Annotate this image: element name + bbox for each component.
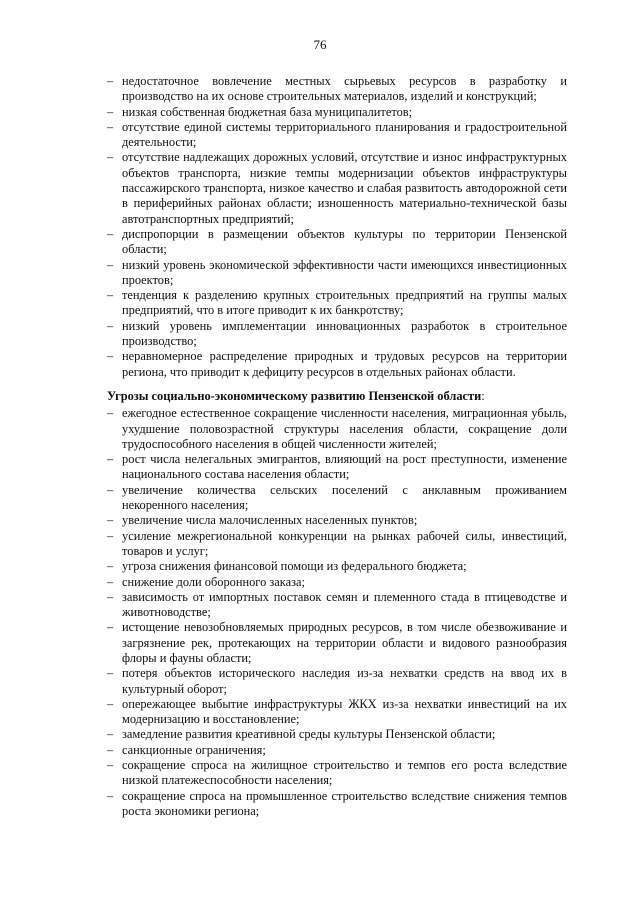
threats-heading-colon: : (481, 388, 485, 403)
list-bullet-dash: – (107, 104, 114, 119)
list-item-text: диспропорции в размещении объектов культуры по территории Пензенской области; (122, 226, 567, 257)
weaknesses-list (107, 74, 567, 380)
threat-item (107, 406, 567, 452)
list-item-text: отсутствие надлежащих дорожных условий, отсутствие и износ инфраструктурных объектов транспорта, низкие темпы модернизации объектов инфраструктуры пассажирского транспорта, низкое качество и слабая развитость автодорожной сети в периферийных районах области; изношенность материально-технической базы автотранспортных предприятий; (122, 150, 567, 226)
list-bullet-dash: – (107, 727, 114, 742)
threat-item (107, 697, 567, 728)
list-bullet-dash: – (107, 666, 114, 681)
list-bullet-dash: – (107, 758, 114, 773)
list-bullet-dash: – (107, 559, 114, 574)
list-item-text: сокращение спроса на жилищное строительство и темпов его роста вследствие низкой платежеспособности населения; (122, 758, 567, 788)
list-item-text: неравномерное распределение природных и трудовых ресурсов на территории региона, что приводит к дефициту ресурсов в отдельных районах области. (122, 349, 567, 379)
list-bullet-dash: – (107, 620, 114, 635)
weakness-item (107, 74, 567, 105)
list-bullet-dash: – (107, 742, 114, 757)
page-content (107, 74, 567, 819)
threat-item (107, 529, 567, 560)
weakness-item (107, 150, 567, 226)
weakness-item (107, 288, 567, 319)
list-bullet-dash: – (107, 482, 114, 497)
list-bullet-dash: – (107, 574, 114, 589)
threat-item (107, 452, 567, 483)
list-item-text: санкционные ограничения; (122, 742, 266, 757)
threat-item (107, 513, 567, 528)
weakness-item (107, 349, 567, 380)
list-bullet-dash: – (107, 74, 114, 88)
list-item-text: опережающее выбытие инфраструктуры ЖКХ из-за нехватки инвестиций на их модернизацию и восстановление; (122, 696, 567, 727)
weakness-item (107, 120, 567, 151)
list-bullet-dash: – (107, 119, 114, 134)
list-bullet-dash: – (107, 406, 114, 421)
list-item-text: замедление развития креативной среды культуры Пензенской области; (122, 727, 496, 742)
weakness-item (107, 105, 567, 120)
list-item-text: снижение доли оборонного заказа; (122, 574, 305, 589)
list-bullet-dash: – (107, 696, 114, 711)
threat-item (107, 727, 567, 742)
list-item-text: зависимость от импортных поставок семян и племенного стада в птицеводстве и животноводстве; (122, 589, 567, 620)
list-item-text: низкий уровень имплементации инновационных разработок в строительное производство; (122, 318, 567, 349)
threat-item (107, 559, 567, 574)
list-bullet-dash: – (107, 452, 114, 467)
list-item-text: увеличение количества сельских поселений с анклавным проживанием некоренного населения; (122, 482, 567, 513)
threat-item (107, 590, 567, 621)
threat-item (107, 483, 567, 514)
threat-item (107, 620, 567, 666)
list-item-text: истощение невозобновляемых природных ресурсов, в том числе обезвоживание и загрязнение рек, протекающих на территории области и видового разнообразия флоры и фауны области; (122, 620, 567, 665)
list-item-text: усиление межрегиональной конкуренции на рынках рабочей силы, инвестиций, товаров и услуг; (122, 528, 567, 558)
page-number: 76 (313, 37, 327, 52)
list-item-text: угроза снижения финансовой помощи из федерального бюджета; (122, 559, 467, 574)
list-bullet-dash: – (107, 226, 114, 241)
weakness-item (107, 227, 567, 258)
threat-item (107, 575, 567, 590)
list-item-text: рост числа нелегальных эмигрантов, влияющий на рост преступности, изменение национального состава населения области; (122, 452, 567, 482)
weakness-item (107, 258, 567, 289)
list-item-text: тенденция к разделению крупных строительных предприятий на группы малых предприятий, что в итоге приводит к их банкротству; (122, 288, 567, 318)
list-bullet-dash: – (107, 150, 114, 165)
list-bullet-dash: – (107, 589, 114, 604)
threats-heading-text: Угрозы социально-экономическому развитию Пензенской области (107, 388, 482, 403)
list-item-text: отсутствие единой системы территориального планирования и градостроительной деятельности; (122, 119, 567, 150)
list-item-text: увеличение числа малочисленных населенных пунктов; (122, 513, 418, 528)
list-item-text: низкий уровень экономической эффективности части имеющихся инвестиционных проектов; (122, 257, 567, 287)
list-bullet-dash: – (107, 513, 114, 528)
list-item-text: сокращение спроса на промышленное строительство вследствие снижения темпов роста экономики региона; (122, 788, 567, 818)
list-bullet-dash: – (107, 288, 114, 303)
list-bullet-dash: – (107, 788, 114, 803)
threat-item (107, 758, 567, 789)
threats-list (107, 406, 567, 819)
weakness-item (107, 319, 567, 350)
threats-heading (107, 389, 567, 404)
threat-item (107, 666, 567, 697)
list-bullet-dash: – (107, 257, 114, 272)
list-item-text: ежегодное естественное сокращение численности населения, миграционная убыль, ухудшение половозрастной структуры населения области, сокращение доли трудоспособного населения в общей численности жителей; (122, 406, 567, 451)
list-bullet-dash: – (107, 528, 114, 543)
list-item-text: недостаточное вовлечение местных сырьевых ресурсов в разработку и производство на их основе строительных материалов, изделий и конструкций; (122, 74, 567, 104)
list-item-text: потеря объектов исторического наследия из-за нехватки средств на ввод их в культурный оборот; (122, 666, 567, 696)
list-item-text: низкая собственная бюджетная база муниципалитетов; (122, 104, 413, 119)
threat-item (107, 789, 567, 820)
list-bullet-dash: – (107, 349, 114, 364)
list-bullet-dash: – (107, 318, 114, 333)
threat-item (107, 743, 567, 758)
